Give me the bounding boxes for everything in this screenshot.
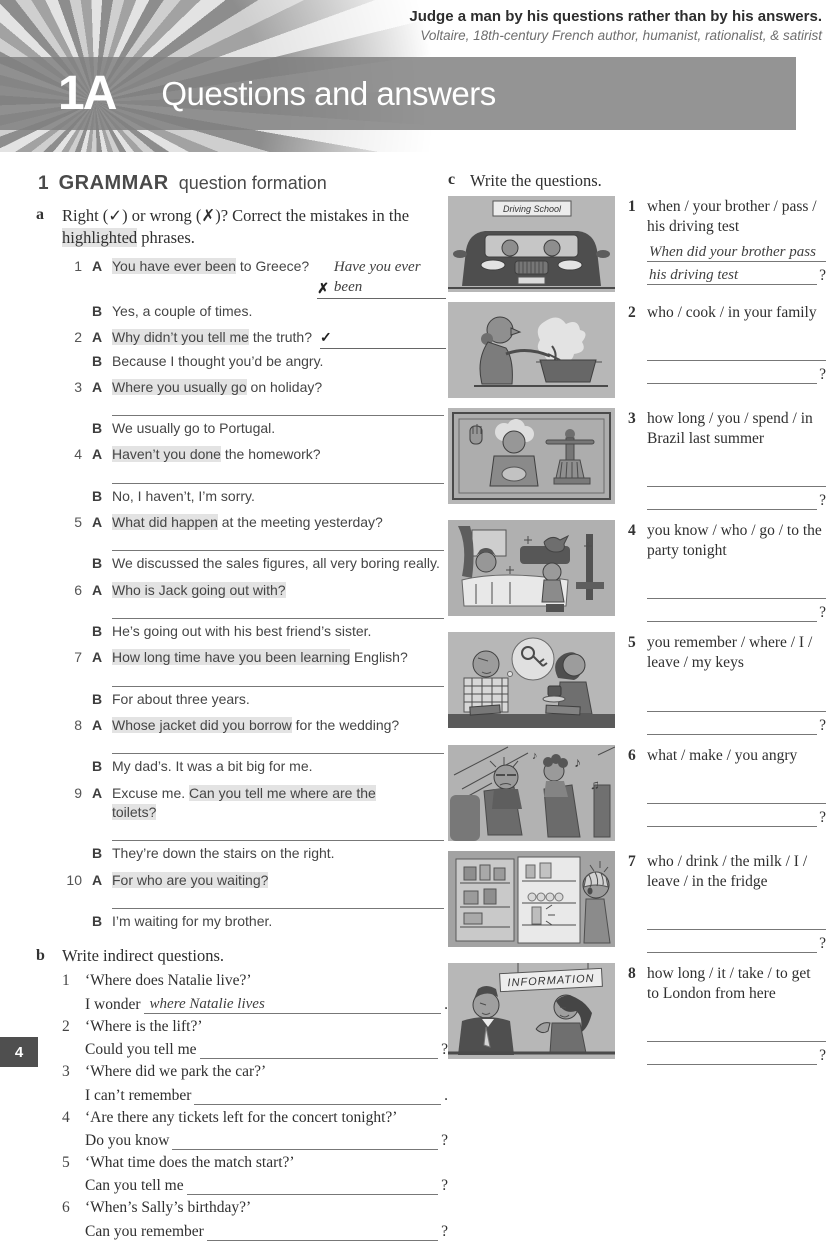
item-number: 2 <box>628 303 636 321</box>
answer-area: ? <box>647 689 826 735</box>
highlighted-phrase: Whose jacket did you borrow <box>112 716 292 733</box>
speaker-label: A <box>92 784 103 801</box>
answer-blank <box>320 328 446 348</box>
dialogue-item-2: 2 A Why didn’t you tell me the truth? ✓ B Because I thought you’d be angry. <box>62 328 448 371</box>
direct-question: ‘Where did we park the car?’ <box>85 1063 267 1081</box>
quote-block <box>409 8 822 43</box>
answer-blank <box>112 668 444 687</box>
dialogue-reply: Yes, a couple of times. <box>112 302 253 319</box>
dialogue-item-10 <box>62 871 448 932</box>
handwritten-answer: Have you ever been <box>333 258 421 296</box>
c-row-1 <box>448 196 826 292</box>
answer-blank <box>112 735 444 754</box>
item-number: 3 <box>62 1063 70 1081</box>
item-number: 2 <box>74 329 82 346</box>
answer-blank <box>647 267 817 285</box>
driving-school-sign-text: Driving School <box>502 203 562 214</box>
exercise-c <box>448 170 826 192</box>
speaker-label: A <box>92 329 103 346</box>
answer-stem: Can you remember <box>85 1222 204 1240</box>
answer-blank <box>647 509 817 510</box>
answer-stem: Can you tell me <box>85 1177 184 1195</box>
speaker-label: A <box>92 581 103 598</box>
speaker-label: B <box>92 758 103 775</box>
instruction-text: phrases. <box>137 227 195 247</box>
exercise-a-marker: a <box>36 206 44 223</box>
item-number: 1 <box>62 972 70 990</box>
instruction-text: Right (✓) or wrong (✗)? Correct the mistakes in the <box>62 206 410 225</box>
direct-question: ‘What time does the match start?’ <box>85 1153 295 1171</box>
b-item-1: 1 ‘Where does Natalie live?’ I wonder where Natalie lives . <box>62 972 448 1013</box>
dialogue-reply: I’m waiting for my brother. <box>112 912 273 929</box>
music-note-icon: ♫ <box>590 776 600 792</box>
b-item-2: 2 ‘Where is the lift?’ Could you tell me ? <box>62 1017 448 1059</box>
answer-blank <box>647 1064 817 1065</box>
answer-blank <box>647 803 826 804</box>
dialogue-reply: My dad’s. It was a bit big for me. <box>112 758 313 775</box>
quote-attribution: Voltaire, 18th-century French author, humanist, rationalist, & satirist <box>420 28 822 43</box>
answer-blank <box>647 734 817 735</box>
answer-blank <box>647 826 817 827</box>
item-number: 4 <box>74 446 82 463</box>
section-subtitle: question formation <box>178 173 327 193</box>
dialogue-item-1: 1 A You have ever been to Greece? ✗ Have you ever been B Yes, a couple of times. <box>62 257 448 322</box>
left-column <box>36 170 448 1252</box>
dialogue-item-4: 4 A Haven’t you done the homework? B No, I haven’t, I’m sorry. <box>62 445 448 506</box>
cross-mark-icon: ✗ <box>317 279 329 296</box>
highlighted-phrase: How long time have you been learning <box>112 649 351 666</box>
highlighted-phrase: What did happen <box>112 514 218 531</box>
highlighted-phrase: For who are you waiting? <box>112 871 269 888</box>
answer-blank <box>317 257 446 299</box>
answer-blank <box>112 532 444 551</box>
exercise-c-instruction: Write the questions. <box>470 171 602 190</box>
section-title: GRAMMAR <box>58 172 169 194</box>
dialogue-item-6 <box>62 581 448 642</box>
highlighted-phrase: Haven’t you done <box>112 446 221 463</box>
highlighted-phrase: Who is Jack going out with? <box>112 581 286 598</box>
answer-blank <box>647 621 817 622</box>
answer-area: ? <box>647 907 826 953</box>
answer-stem: Could you tell me <box>85 1041 197 1059</box>
illustration-brazil-holiday-photo <box>448 408 615 504</box>
item-number: 5 <box>628 634 636 652</box>
exercise-b-instruction: Write indirect questions. <box>62 946 225 966</box>
direct-question: ‘Are there any tickets left for the concert tonight?’ <box>85 1108 398 1126</box>
quote-text: Judge a man by his questions rather than by his answers. <box>409 8 822 25</box>
check-mark-icon: ✓ <box>320 329 332 346</box>
item-number: 10 <box>66 871 82 888</box>
dialogue-item-3: 3 A Where you usually go on holiday? B We usually go to Portugal. <box>62 378 448 439</box>
section-heading <box>38 172 448 195</box>
dialogue-reply: For about three years. <box>112 690 250 707</box>
answer-blank <box>647 952 817 953</box>
speaker-label: B <box>92 690 103 707</box>
answer-blank <box>172 1149 438 1150</box>
exercise-a <box>36 205 448 938</box>
unit-title: Questions and answers <box>161 74 496 112</box>
question-prompt: who / cook / in your family <box>647 303 817 321</box>
question-prompt: what / make / you angry <box>647 746 798 764</box>
item-number: 9 <box>74 784 82 801</box>
item-number: 5 <box>74 514 82 531</box>
speaker-label: A <box>92 257 103 274</box>
item-number: 7 <box>628 852 636 870</box>
speaker-label: A <box>92 514 103 531</box>
answer-blank <box>647 598 826 599</box>
dialogue-item-5: 5 A What did happen at the meeting yesterday? B We discussed the sales figures, all very boring really. <box>62 513 448 574</box>
answer-blank <box>647 1041 826 1042</box>
exercise-b <box>36 946 448 1244</box>
b-item-6: 6 ‘When’s Sally’s birthday?’ Can you remember ? <box>62 1199 448 1240</box>
answer-blank <box>647 929 826 930</box>
answer-blank <box>112 397 444 416</box>
item-number: 4 <box>62 1108 70 1126</box>
illustration-couple-lost-keys <box>448 632 615 728</box>
answer-blank <box>112 822 444 841</box>
indirect-question-list <box>62 971 448 1241</box>
answer-area: ? <box>647 1019 826 1065</box>
answer-blank <box>200 1058 439 1059</box>
answer-blank <box>187 1194 439 1195</box>
illustration-woman-cooking <box>448 302 615 398</box>
illustration-noisy-bus-passenger <box>448 745 615 841</box>
speaker-label: B <box>92 420 103 437</box>
speaker-label: A <box>92 649 103 666</box>
answer-area: ? <box>647 464 826 510</box>
highlighted-phrase: Where you usually go <box>112 378 247 395</box>
item-number: 8 <box>628 964 636 982</box>
answer-blank <box>207 1240 438 1241</box>
answer-blank <box>112 890 444 909</box>
page-number: 4 <box>14 1043 24 1061</box>
direct-question: ‘When’s Sally’s birthday?’ <box>85 1199 252 1217</box>
item-number: 3 <box>628 409 636 427</box>
speaker-label: B <box>92 623 103 640</box>
dialogue-reply: He’s going out with his best friend’s sister. <box>112 623 372 640</box>
speaker-label: A <box>92 871 103 888</box>
item-number: 6 <box>628 746 636 764</box>
question-prompt: who / drink / the milk / I / leave / in the fridge <box>647 852 808 890</box>
dialogue-reply: We discussed the sales figures, all very boring really. <box>112 555 440 572</box>
exercise-c-marker: c <box>448 171 456 188</box>
dialogue-reply: Because I thought you’d be angry. <box>112 352 324 369</box>
item-number: 5 <box>62 1153 70 1171</box>
unit-banner <box>0 57 796 130</box>
c-row-4 <box>448 520 826 622</box>
question-prompt: when / your brother / pass / his driving test <box>647 197 817 235</box>
c-row-8 <box>448 963 826 1065</box>
speaker-label: B <box>92 555 103 572</box>
dialogue-item-9: 9 A Excuse me. Can you tell me where are the toilets? B They’re down the stairs on the right. <box>62 784 448 864</box>
c-row-2 <box>448 302 826 398</box>
dialogue-reply: They’re down the stairs on the right. <box>112 845 335 862</box>
music-note-icon: ♪ <box>532 749 538 762</box>
c-row-3 <box>448 408 826 510</box>
dialogue-reply: No, I haven’t, I’m sorry. <box>112 487 255 504</box>
item-number: 2 <box>62 1017 70 1035</box>
answer-stem: Do you know <box>85 1131 170 1149</box>
c-row-5 <box>448 632 826 734</box>
answer-blank <box>647 486 826 487</box>
exercise-a-instruction <box>62 205 448 249</box>
instruction-highlighted-word: highlighted <box>62 227 138 247</box>
answer-blank <box>647 360 826 361</box>
speaker-label: B <box>92 352 103 369</box>
music-note-icon: ♪ <box>574 753 581 770</box>
item-number: 7 <box>74 649 82 666</box>
speaker-label: B <box>92 302 103 319</box>
question-prompt: how long / it / take / to get to London from here <box>647 964 811 1003</box>
c-row-6 <box>448 745 826 841</box>
answer-stem: I wonder <box>85 995 141 1013</box>
illustration-open-fridge <box>448 851 615 947</box>
item-number: 1 <box>74 257 82 274</box>
right-column <box>448 170 826 1252</box>
answer-blank <box>647 383 817 384</box>
item-number: 8 <box>74 716 82 733</box>
speaker-label: B <box>92 487 103 504</box>
c-row-7 <box>448 851 826 953</box>
illustration-bedroom-getting-ready <box>448 520 615 616</box>
speaker-label: A <box>92 716 103 733</box>
b-item-4: 4 ‘Are there any tickets left for the concert tonight?’ Do you know ? <box>62 1108 448 1149</box>
answer-area: When did your brother pass his driving test ? <box>649 244 826 285</box>
b-item-3: 3 ‘Where did we park the car?’ I can’t remember . <box>62 1063 448 1104</box>
dialogue-item-8: 8 A Whose jacket did you borrow for the wedding? B My dad’s. It was a bit big for me. <box>62 716 448 777</box>
question-prompt: you remember / where / I / leave / my keys <box>647 634 813 672</box>
dialogue-item-7: 7 A How long time have you been learning English? B For about three years. <box>62 648 448 709</box>
item-number: 4 <box>628 522 636 540</box>
answer-area: ? <box>647 338 826 384</box>
b-item-5: 5 ‘What time does the match start?’ Can you tell me ? <box>62 1153 448 1195</box>
unit-number: 1A <box>58 67 116 120</box>
section-number: 1 <box>38 173 49 194</box>
speaker-label: A <box>92 378 103 395</box>
answer-blank <box>647 711 826 712</box>
exercise-b-marker: b <box>36 947 45 965</box>
dialogue-list <box>62 257 448 932</box>
item-number: 3 <box>74 378 82 395</box>
information-sign-text: INFORMATION <box>507 972 595 990</box>
highlighted-phrase: You have ever been <box>112 257 237 274</box>
illustration-information-desk <box>448 963 615 1059</box>
answer-blank <box>647 244 826 262</box>
speaker-label: A <box>92 446 103 463</box>
answer-area: ? <box>647 781 826 827</box>
dialogue-reply: We usually go to Portugal. <box>112 420 276 437</box>
highlighted-phrase: Can you tell me where are the toilets? <box>112 784 376 820</box>
handwritten-answer: When did your brother pass <box>649 244 816 261</box>
item-number: 1 <box>628 197 636 215</box>
direct-question: ‘Where is the lift?’ <box>85 1017 203 1035</box>
answer-blank <box>112 600 444 619</box>
handwritten-answer: where Natalie lives <box>149 995 265 1012</box>
answer-stem: I can’t remember <box>85 1086 192 1104</box>
page-header <box>0 0 826 152</box>
speaker-label: B <box>92 912 103 929</box>
page-number-box <box>0 1037 38 1067</box>
answer-blank <box>144 996 442 1014</box>
handwritten-answer: his driving test <box>649 267 739 284</box>
answer-blank <box>112 465 444 484</box>
illustration-driving-school-car <box>448 196 615 292</box>
page-content <box>0 170 826 1252</box>
answer-area: ? <box>647 576 826 622</box>
speaker-label: B <box>92 845 103 862</box>
item-number: 6 <box>74 581 82 598</box>
highlighted-phrase: Why didn’t you tell me <box>112 329 249 346</box>
item-number: 6 <box>62 1199 70 1217</box>
direct-question: ‘Where does Natalie live?’ <box>85 972 252 990</box>
question-prompt: how long / you / spend / in Brazil last summer <box>647 409 813 447</box>
answer-blank <box>194 1104 441 1105</box>
question-prompt: you know / who / go / to the party tonight <box>647 522 822 560</box>
